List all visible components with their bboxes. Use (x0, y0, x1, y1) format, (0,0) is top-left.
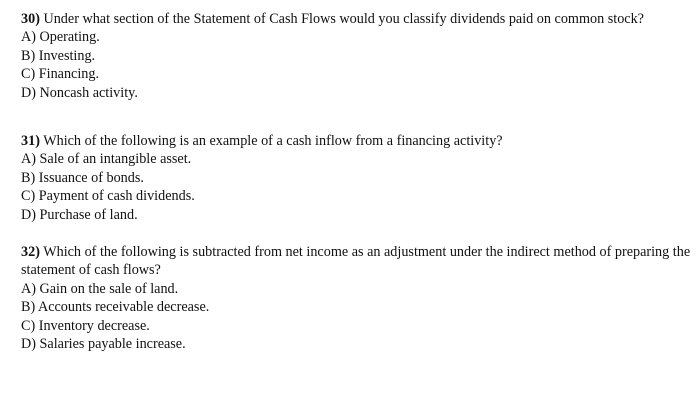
answer-option-b: B) Accounts receivable decrease. (21, 299, 210, 316)
answer-option-b: B) Issuance of bonds. (21, 169, 144, 186)
question-stem (21, 132, 693, 150)
answer-option-c: C) Financing. (21, 66, 100, 83)
question-31 (21, 132, 693, 224)
question-number: 32) (21, 244, 40, 260)
question-text: Which of the following is subtracted from net income as an adjustment under the indirect method of preparing the statement of cash flows? (21, 244, 691, 279)
question-32 (21, 243, 693, 353)
answer-options (21, 28, 693, 102)
answer-option-c: C) Payment of cash dividends. (21, 188, 195, 205)
question-stem (21, 10, 693, 28)
question-number: 31) (21, 133, 40, 149)
answer-option-a: A) Operating. (21, 29, 100, 46)
question-text: Under what section of the Statement of Cash Flows would you classify dividends paid on common stock? (39, 11, 644, 27)
answer-options (21, 150, 693, 224)
answer-options (21, 280, 693, 354)
answer-option-d: D) Noncash activity. (21, 84, 138, 101)
question-number: 30) (21, 11, 40, 27)
answer-option-c: C) Inventory decrease. (21, 317, 150, 334)
answer-option-b: B) Investing. (21, 47, 96, 64)
question-stem (21, 243, 693, 280)
answer-option-d: D) Salaries payable increase. (21, 336, 186, 353)
answer-option-a: A) Gain on the sale of land. (21, 280, 179, 297)
answer-option-a: A) Sale of an intangible asset. (21, 151, 192, 168)
question-text: Which of the following is an example of a cash inflow from a financing activity? (39, 133, 503, 149)
answer-option-d: D) Purchase of land. (21, 206, 138, 223)
question-30 (21, 10, 693, 102)
